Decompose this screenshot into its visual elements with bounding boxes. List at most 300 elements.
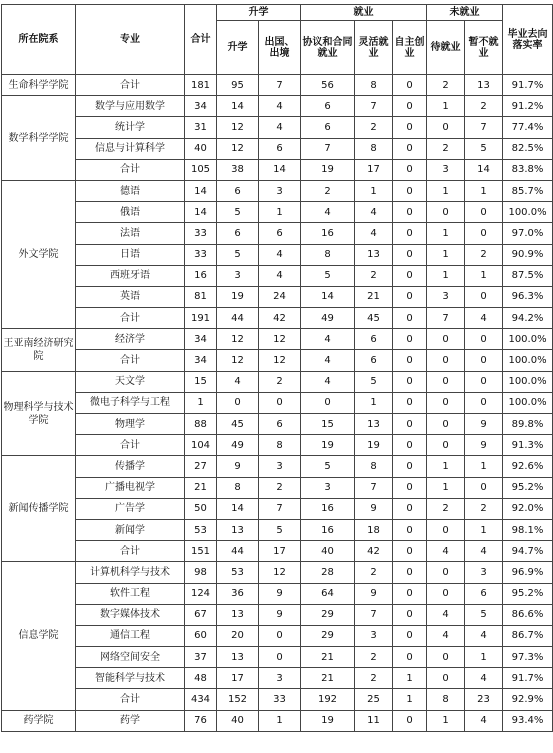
unemploy-not-cell: 0 <box>465 286 503 307</box>
header-group-employment: 就业 <box>301 5 427 21</box>
placement-rate-cell: 96.3% <box>503 286 553 307</box>
further-domestic-cell: 36 <box>217 583 259 604</box>
employ-self-cell: 0 <box>393 329 427 350</box>
unemploy-not-cell: 6 <box>465 583 503 604</box>
employ-flexible-cell: 13 <box>355 414 393 435</box>
total-cell: 88 <box>185 414 217 435</box>
employ-self-cell: 0 <box>393 519 427 540</box>
employ-flexible-cell: 1 <box>355 392 393 413</box>
total-cell: 434 <box>185 689 217 710</box>
placement-rate-cell: 93.4% <box>503 710 553 731</box>
employ-contract-cell: 21 <box>301 647 355 668</box>
table-row <box>2 414 553 435</box>
employ-flexible-cell: 7 <box>355 96 393 117</box>
placement-rate-cell: 85.7% <box>503 180 553 201</box>
major-cell: 数字媒体技术 <box>76 604 185 625</box>
employ-flexible-cell: 2 <box>355 647 393 668</box>
major-cell: 网络空间安全 <box>76 647 185 668</box>
further-domestic-cell: 3 <box>217 265 259 286</box>
table-row <box>2 392 553 413</box>
employ-self-cell: 0 <box>393 223 427 244</box>
unemploy-waiting-cell: 0 <box>427 562 465 583</box>
table-row <box>2 668 553 689</box>
major-cell: 软件工程 <box>76 583 185 604</box>
employ-contract-cell: 19 <box>301 159 355 180</box>
unemploy-waiting-cell: 7 <box>427 308 465 329</box>
employment-statistics-table <box>1 4 553 732</box>
further-abroad-cell: 0 <box>259 647 301 668</box>
total-cell: 1 <box>185 392 217 413</box>
placement-rate-cell: 86.7% <box>503 625 553 646</box>
major-cell: 智能科学与技术 <box>76 668 185 689</box>
major-cell: 信息与计算科学 <box>76 138 185 159</box>
employ-flexible-cell: 45 <box>355 308 393 329</box>
placement-rate-cell: 92.0% <box>503 498 553 519</box>
further-abroad-cell: 42 <box>259 308 301 329</box>
further-domestic-cell: 17 <box>217 668 259 689</box>
employ-contract-cell: 16 <box>301 519 355 540</box>
total-cell: 98 <box>185 562 217 583</box>
total-cell: 33 <box>185 223 217 244</box>
further-domestic-cell: 12 <box>217 329 259 350</box>
total-cell: 27 <box>185 456 217 477</box>
placement-rate-cell: 91.7% <box>503 668 553 689</box>
placement-rate-cell: 97.0% <box>503 223 553 244</box>
unemploy-not-cell: 23 <box>465 689 503 710</box>
further-abroad-cell: 6 <box>259 138 301 159</box>
further-abroad-cell: 12 <box>259 329 301 350</box>
employment-table-container <box>0 4 553 732</box>
major-cell: 俄语 <box>76 202 185 223</box>
employ-flexible-cell: 25 <box>355 689 393 710</box>
unemploy-waiting-cell: 2 <box>427 498 465 519</box>
further-domestic-cell: 8 <box>217 477 259 498</box>
unemploy-not-cell: 3 <box>465 562 503 583</box>
major-cell: 传播学 <box>76 456 185 477</box>
employ-contract-cell: 4 <box>301 202 355 223</box>
table-row <box>2 159 553 180</box>
unemploy-not-cell: 4 <box>465 710 503 731</box>
header-employ-self: 自主创业 <box>393 21 427 75</box>
table-row <box>2 202 553 223</box>
further-domestic-cell: 95 <box>217 75 259 96</box>
major-cell: 新闻学 <box>76 519 185 540</box>
table-row <box>2 625 553 646</box>
table-row <box>2 519 553 540</box>
employ-self-cell: 0 <box>393 308 427 329</box>
unemploy-waiting-cell: 0 <box>427 435 465 456</box>
employ-contract-cell: 14 <box>301 286 355 307</box>
further-abroad-cell: 8 <box>259 435 301 456</box>
table-row <box>2 562 553 583</box>
unemploy-not-cell: 1 <box>465 647 503 668</box>
employ-flexible-cell: 19 <box>355 435 393 456</box>
further-domestic-cell: 12 <box>217 350 259 371</box>
further-abroad-cell: 12 <box>259 350 301 371</box>
total-cell: 81 <box>185 286 217 307</box>
major-cell: 德语 <box>76 180 185 201</box>
employ-self-cell: 0 <box>393 583 427 604</box>
placement-rate-cell: 90.9% <box>503 244 553 265</box>
unemploy-waiting-cell: 1 <box>427 223 465 244</box>
total-cell: 53 <box>185 519 217 540</box>
table-row <box>2 117 553 138</box>
major-cell: 广播电视学 <box>76 477 185 498</box>
further-abroad-cell: 0 <box>259 625 301 646</box>
further-domestic-cell: 38 <box>217 159 259 180</box>
employ-flexible-cell: 42 <box>355 541 393 562</box>
table-row <box>2 498 553 519</box>
table-row <box>2 604 553 625</box>
table-row <box>2 541 553 562</box>
employ-contract-cell: 6 <box>301 117 355 138</box>
total-cell: 15 <box>185 371 217 392</box>
unemploy-not-cell: 14 <box>465 159 503 180</box>
placement-rate-cell: 89.8% <box>503 414 553 435</box>
header-total: 合计 <box>185 5 217 75</box>
employ-flexible-cell: 6 <box>355 350 393 371</box>
further-abroad-cell: 0 <box>259 392 301 413</box>
unemploy-waiting-cell: 3 <box>427 159 465 180</box>
employ-self-cell: 0 <box>393 477 427 498</box>
table-row <box>2 456 553 477</box>
further-domestic-cell: 14 <box>217 96 259 117</box>
total-cell: 34 <box>185 96 217 117</box>
table-row <box>2 371 553 392</box>
unemploy-waiting-cell: 2 <box>427 75 465 96</box>
total-cell: 181 <box>185 75 217 96</box>
unemploy-waiting-cell: 2 <box>427 138 465 159</box>
unemploy-waiting-cell: 1 <box>427 265 465 286</box>
employ-flexible-cell: 18 <box>355 519 393 540</box>
employ-contract-cell: 29 <box>301 604 355 625</box>
employ-contract-cell: 64 <box>301 583 355 604</box>
major-cell: 合计 <box>76 75 185 96</box>
total-cell: 48 <box>185 668 217 689</box>
unemploy-waiting-cell: 0 <box>427 414 465 435</box>
placement-rate-cell: 94.2% <box>503 308 553 329</box>
placement-rate-cell: 98.1% <box>503 519 553 540</box>
employ-self-cell: 0 <box>393 562 427 583</box>
further-abroad-cell: 2 <box>259 371 301 392</box>
employ-self-cell: 0 <box>393 371 427 392</box>
college-cell: 数学科学学院 <box>2 96 76 181</box>
table-row <box>2 329 553 350</box>
further-domestic-cell: 4 <box>217 371 259 392</box>
employ-self-cell: 0 <box>393 647 427 668</box>
major-cell: 英语 <box>76 286 185 307</box>
placement-rate-cell: 92.9% <box>503 689 553 710</box>
employ-flexible-cell: 1 <box>355 180 393 201</box>
employ-contract-cell: 16 <box>301 498 355 519</box>
table-row <box>2 689 553 710</box>
employ-flexible-cell: 2 <box>355 562 393 583</box>
unemploy-waiting-cell: 0 <box>427 519 465 540</box>
further-abroad-cell: 33 <box>259 689 301 710</box>
further-abroad-cell: 1 <box>259 202 301 223</box>
header-further-domestic: 升学 <box>217 21 259 75</box>
further-abroad-cell: 3 <box>259 180 301 201</box>
unemploy-waiting-cell: 1 <box>427 96 465 117</box>
further-abroad-cell: 24 <box>259 286 301 307</box>
unemploy-not-cell: 0 <box>465 371 503 392</box>
header-group-further-study: 升学 <box>217 5 301 21</box>
further-abroad-cell: 3 <box>259 668 301 689</box>
unemploy-not-cell: 1 <box>465 265 503 286</box>
employ-contract-cell: 16 <box>301 223 355 244</box>
unemploy-not-cell: 2 <box>465 498 503 519</box>
unemploy-waiting-cell: 1 <box>427 180 465 201</box>
employ-self-cell: 0 <box>393 117 427 138</box>
employ-contract-cell: 40 <box>301 541 355 562</box>
unemploy-not-cell: 4 <box>465 625 503 646</box>
header-employ-contract: 协议和合同就业 <box>301 21 355 75</box>
table-row <box>2 647 553 668</box>
employ-contract-cell: 6 <box>301 96 355 117</box>
major-cell: 微电子科学与工程 <box>76 392 185 413</box>
employ-contract-cell: 192 <box>301 689 355 710</box>
employ-flexible-cell: 13 <box>355 244 393 265</box>
header-unemploy-waiting: 待就业 <box>427 21 465 75</box>
further-domestic-cell: 6 <box>217 180 259 201</box>
major-cell: 合计 <box>76 689 185 710</box>
table-body <box>2 75 553 732</box>
total-cell: 31 <box>185 117 217 138</box>
college-cell: 新闻传播学院 <box>2 456 76 562</box>
employ-contract-cell: 5 <box>301 456 355 477</box>
table-row <box>2 435 553 456</box>
major-cell: 统计学 <box>76 117 185 138</box>
further-abroad-cell: 4 <box>259 117 301 138</box>
employ-contract-cell: 19 <box>301 435 355 456</box>
employ-contract-cell: 4 <box>301 350 355 371</box>
employ-self-cell: 0 <box>393 286 427 307</box>
further-abroad-cell: 1 <box>259 710 301 731</box>
college-cell: 外文学院 <box>2 180 76 328</box>
employ-flexible-cell: 8 <box>355 456 393 477</box>
unemploy-waiting-cell: 0 <box>427 329 465 350</box>
further-abroad-cell: 4 <box>259 244 301 265</box>
total-cell: 104 <box>185 435 217 456</box>
further-domestic-cell: 13 <box>217 647 259 668</box>
unemploy-not-cell: 7 <box>465 117 503 138</box>
major-cell: 药学 <box>76 710 185 731</box>
placement-rate-cell: 96.9% <box>503 562 553 583</box>
placement-rate-cell: 100.0% <box>503 350 553 371</box>
table-row <box>2 96 553 117</box>
employ-self-cell: 0 <box>393 159 427 180</box>
total-cell: 21 <box>185 477 217 498</box>
header-further-abroad: 出国、出境 <box>259 21 301 75</box>
unemploy-not-cell: 9 <box>465 435 503 456</box>
employ-self-cell: 0 <box>393 625 427 646</box>
table-row <box>2 180 553 201</box>
header-college: 所在院系 <box>2 5 76 75</box>
unemploy-waiting-cell: 1 <box>427 244 465 265</box>
unemploy-waiting-cell: 0 <box>427 202 465 223</box>
employ-contract-cell: 5 <box>301 265 355 286</box>
unemploy-waiting-cell: 1 <box>427 456 465 477</box>
total-cell: 14 <box>185 180 217 201</box>
employ-contract-cell: 2 <box>301 180 355 201</box>
major-cell: 西班牙语 <box>76 265 185 286</box>
major-cell: 法语 <box>76 223 185 244</box>
employ-self-cell: 0 <box>393 392 427 413</box>
major-cell: 日语 <box>76 244 185 265</box>
table-row <box>2 244 553 265</box>
employ-flexible-cell: 2 <box>355 668 393 689</box>
header-placement-rate: 毕业去向落实率 <box>503 5 553 75</box>
total-cell: 40 <box>185 138 217 159</box>
placement-rate-cell: 100.0% <box>503 329 553 350</box>
major-cell: 广告学 <box>76 498 185 519</box>
major-cell: 天文学 <box>76 371 185 392</box>
employ-contract-cell: 21 <box>301 668 355 689</box>
employ-flexible-cell: 6 <box>355 329 393 350</box>
unemploy-not-cell: 5 <box>465 138 503 159</box>
major-cell: 数学与应用数学 <box>76 96 185 117</box>
further-domestic-cell: 49 <box>217 435 259 456</box>
further-domestic-cell: 9 <box>217 456 259 477</box>
further-domestic-cell: 44 <box>217 308 259 329</box>
unemploy-waiting-cell: 1 <box>427 710 465 731</box>
unemploy-waiting-cell: 3 <box>427 286 465 307</box>
unemploy-not-cell: 4 <box>465 541 503 562</box>
further-domestic-cell: 13 <box>217 604 259 625</box>
unemploy-not-cell: 4 <box>465 308 503 329</box>
unemploy-not-cell: 2 <box>465 96 503 117</box>
employ-self-cell: 0 <box>393 435 427 456</box>
total-cell: 37 <box>185 647 217 668</box>
unemploy-waiting-cell: 4 <box>427 625 465 646</box>
employ-flexible-cell: 11 <box>355 710 393 731</box>
employ-flexible-cell: 9 <box>355 498 393 519</box>
further-domestic-cell: 12 <box>217 117 259 138</box>
total-cell: 105 <box>185 159 217 180</box>
employ-flexible-cell: 9 <box>355 583 393 604</box>
employ-flexible-cell: 21 <box>355 286 393 307</box>
employ-flexible-cell: 4 <box>355 202 393 223</box>
header-unemploy-not: 暂不就业 <box>465 21 503 75</box>
employ-self-cell: 0 <box>393 96 427 117</box>
employ-self-cell: 1 <box>393 668 427 689</box>
further-abroad-cell: 9 <box>259 604 301 625</box>
college-cell: 王亚南经济研究院 <box>2 329 76 371</box>
placement-rate-cell: 95.2% <box>503 477 553 498</box>
placement-rate-cell: 94.7% <box>503 541 553 562</box>
placement-rate-cell: 83.8% <box>503 159 553 180</box>
employ-self-cell: 0 <box>393 138 427 159</box>
total-cell: 124 <box>185 583 217 604</box>
major-cell: 合计 <box>76 159 185 180</box>
table-row <box>2 308 553 329</box>
unemploy-not-cell: 0 <box>465 329 503 350</box>
further-domestic-cell: 19 <box>217 286 259 307</box>
further-abroad-cell: 4 <box>259 265 301 286</box>
unemploy-not-cell: 0 <box>465 477 503 498</box>
college-cell: 信息学院 <box>2 562 76 710</box>
further-domestic-cell: 6 <box>217 223 259 244</box>
unemploy-not-cell: 0 <box>465 202 503 223</box>
unemploy-not-cell: 1 <box>465 456 503 477</box>
further-domestic-cell: 12 <box>217 138 259 159</box>
total-cell: 76 <box>185 710 217 731</box>
employ-self-cell: 0 <box>393 75 427 96</box>
further-domestic-cell: 13 <box>217 519 259 540</box>
major-cell: 通信工程 <box>76 625 185 646</box>
total-cell: 60 <box>185 625 217 646</box>
placement-rate-cell: 100.0% <box>503 202 553 223</box>
employ-contract-cell: 19 <box>301 710 355 731</box>
unemploy-not-cell: 13 <box>465 75 503 96</box>
unemploy-waiting-cell: 0 <box>427 668 465 689</box>
placement-rate-cell: 95.2% <box>503 583 553 604</box>
unemploy-not-cell: 0 <box>465 350 503 371</box>
employ-self-cell: 0 <box>393 710 427 731</box>
employ-flexible-cell: 2 <box>355 265 393 286</box>
further-domestic-cell: 45 <box>217 414 259 435</box>
further-domestic-cell: 40 <box>217 710 259 731</box>
table-row <box>2 477 553 498</box>
major-cell: 物理学 <box>76 414 185 435</box>
unemploy-waiting-cell: 1 <box>427 477 465 498</box>
total-cell: 191 <box>185 308 217 329</box>
employ-self-cell: 1 <box>393 689 427 710</box>
placement-rate-cell: 82.5% <box>503 138 553 159</box>
placement-rate-cell: 97.3% <box>503 647 553 668</box>
table-row <box>2 265 553 286</box>
total-cell: 50 <box>185 498 217 519</box>
employ-flexible-cell: 5 <box>355 371 393 392</box>
employ-contract-cell: 49 <box>301 308 355 329</box>
further-domestic-cell: 44 <box>217 541 259 562</box>
placement-rate-cell: 100.0% <box>503 371 553 392</box>
placement-rate-cell: 91.7% <box>503 75 553 96</box>
employ-self-cell: 0 <box>393 604 427 625</box>
unemploy-not-cell: 0 <box>465 223 503 244</box>
unemploy-waiting-cell: 0 <box>427 117 465 138</box>
total-cell: 34 <box>185 329 217 350</box>
unemploy-not-cell: 0 <box>465 392 503 413</box>
further-abroad-cell: 6 <box>259 223 301 244</box>
employ-flexible-cell: 3 <box>355 625 393 646</box>
further-abroad-cell: 7 <box>259 498 301 519</box>
unemploy-waiting-cell: 8 <box>427 689 465 710</box>
major-cell: 合计 <box>76 435 185 456</box>
unemploy-waiting-cell: 0 <box>427 647 465 668</box>
unemploy-waiting-cell: 4 <box>427 604 465 625</box>
further-domestic-cell: 5 <box>217 244 259 265</box>
unemploy-waiting-cell: 0 <box>427 350 465 371</box>
employ-contract-cell: 8 <box>301 244 355 265</box>
placement-rate-cell: 100.0% <box>503 392 553 413</box>
table-row <box>2 223 553 244</box>
employ-self-cell: 0 <box>393 350 427 371</box>
total-cell: 34 <box>185 350 217 371</box>
further-abroad-cell: 4 <box>259 96 301 117</box>
further-abroad-cell: 14 <box>259 159 301 180</box>
further-abroad-cell: 5 <box>259 519 301 540</box>
employ-flexible-cell: 4 <box>355 223 393 244</box>
further-abroad-cell: 2 <box>259 477 301 498</box>
unemploy-waiting-cell: 0 <box>427 392 465 413</box>
table-row <box>2 138 553 159</box>
placement-rate-cell: 86.6% <box>503 604 553 625</box>
college-cell: 物理科学与技术学院 <box>2 371 76 456</box>
placement-rate-cell: 92.6% <box>503 456 553 477</box>
employ-contract-cell: 28 <box>301 562 355 583</box>
major-cell: 合计 <box>76 350 185 371</box>
